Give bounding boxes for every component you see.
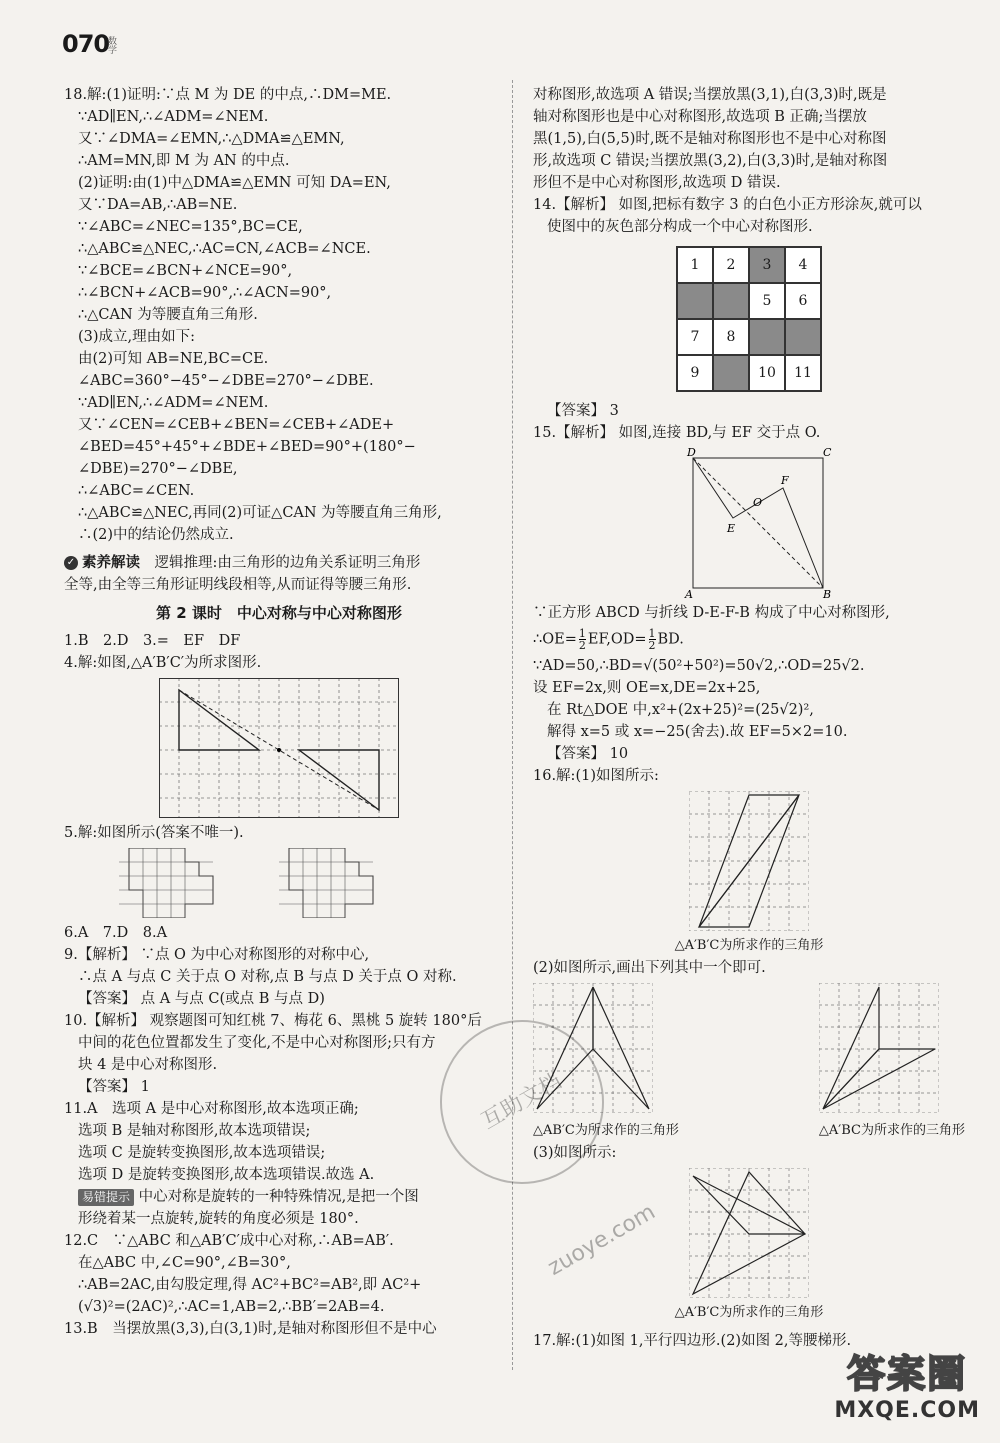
q15-line-3 (533, 628, 965, 651)
q9-answer: 【答案】 点 A 与点 C(或点 B 与点 D) (78, 991, 325, 1007)
q4-figure (159, 678, 399, 818)
q10-answer: 【答案】 1 (78, 1079, 150, 1095)
q15-line-7: 解得 x=5 或 x=−25(舍去).故 EF=5×2=10. (547, 724, 848, 740)
q13-line: 轴对称图形也是中心对称图形,故选项 B 正确;当摆放 (533, 109, 867, 125)
caption-16-1: △A′B′C为所求作的三角形 (674, 938, 824, 953)
grid-cell: 5 (749, 283, 785, 319)
q16-figure-2b (819, 983, 939, 1113)
q15-text-c: BD. (657, 631, 684, 648)
q18-line: ∵∠BCE=∠BCN+∠NCE=90°, (78, 263, 293, 279)
q16-part-3: (3)如图所示: (533, 1145, 617, 1161)
svg-text:A: A (685, 588, 693, 598)
q11-line-3: 选项 C 是旋转变换图形,故本选项错误; (78, 1145, 326, 1161)
question-12: 12.C ∵△ABC 和△AB′C′成中心对称,∴AB=AB′. (64, 1233, 394, 1249)
tip-text-2: 形绕着某一点旋转,旋转的角度必须是 180°. (78, 1211, 359, 1227)
tip-text-1: 中心对称是旋转的一种特殊情况,是把一个图 (138, 1189, 419, 1205)
q13-line: 黑(1,5),白(5,5)时,既不是轴对称图形也不是中心对称图 (533, 131, 887, 147)
q18-line: ∴△ABC≌△NEC,再同(2)可证△CAN 为等腰直角三角形, (78, 505, 442, 521)
q13-line: 对称图形,故选项 A 错误;当摆放黑(3,1),白(3,3)时,既是 (533, 87, 887, 103)
right-column (533, 84, 965, 1352)
fraction-half (579, 628, 586, 651)
check-icon: ✓ (64, 556, 78, 570)
grid-cell: 3 (749, 247, 785, 283)
q16-part-2: (2)如图所示,画出下列其中一个即可. (533, 960, 766, 976)
frac-num-2: 1 (648, 627, 656, 640)
fraction-half-2 (649, 628, 656, 651)
grid-cell: 11 (785, 355, 821, 391)
q16-figure-3 (689, 1168, 809, 1298)
q14-answer: 【答案】 3 (547, 403, 619, 419)
grid-cell: 4 (785, 247, 821, 283)
q18-line: ∴(2)中的结论仍然成立. (78, 527, 234, 543)
question-17: 17.解:(1)如图 1,平行四边形.(2)如图 2,等腰梯形. (533, 1333, 852, 1349)
question-10: 10.【解析】 观察题图可知红桃 7、梅花 6、黑桃 5 旋转 180°后 (64, 1013, 482, 1029)
q18-line: ∴∠ABC=∠CEN. (78, 483, 195, 499)
grid-cell: 6 (785, 283, 821, 319)
grid-cell (713, 355, 749, 391)
q10-line-3: 块 4 是中心对称图形. (78, 1057, 218, 1073)
q13-line: 形,故选项 C 错误;当摆放黑(3,2),白(3,3)时,是轴对称图 (533, 153, 888, 169)
tip-label: 易错提示 (78, 1189, 134, 1206)
question-16: 16.解:(1)如图所示: (533, 768, 659, 784)
question-18 (64, 84, 494, 546)
svg-text:E: E (727, 522, 736, 535)
q18-line: ∴△CAN 为等腰直角三角形. (78, 307, 258, 323)
caption-16-2a: △AB′C为所求作的三角形 (533, 1123, 679, 1138)
q18-line: 18.解:(1)证明:∵点 M 为 DE 的中点,∴DM=ME. (64, 87, 392, 103)
question-13-continued (533, 84, 965, 194)
q15-answer: 【答案】 10 (547, 746, 629, 762)
q16-figure-1 (689, 791, 809, 931)
grid-cell: 9 (677, 355, 713, 391)
q16-figure-2b-wrap (819, 983, 965, 1142)
literacy-label: 素养解读 (82, 555, 140, 571)
q18-line: ∴AM=MN,即 M 为 AN 的中点. (78, 153, 290, 169)
q18-line: ∵AD∥EN,∴∠ADM=∠NEM. (78, 395, 269, 411)
q15-line-4: ∵AD=50,∴BD=√(50²+50²)=50√2,∴OD=25√2. (533, 658, 865, 674)
grid-cell: 1 (677, 247, 713, 283)
answers-6-8: 6.A 7.D 8.A (64, 925, 168, 941)
q12-line-3: ∴AB=2AC,由勾股定理,得 AC²+BC²=AB²,即 AC²+ (78, 1277, 422, 1293)
q18-line: ∠ABC=360°−45°−∠DBE=270°−∠DBE. (78, 373, 374, 389)
svg-text:C: C (823, 448, 832, 459)
literacy-text-2: 全等,由全等三角形证明线段相等,从而证得等腰三角形. (64, 577, 412, 593)
q15-text-b: EF,OD= (587, 631, 647, 648)
page-number: 070 (62, 30, 110, 58)
q5-figure (119, 848, 439, 918)
answers-1-3: 1.B 2.D 3.= EF DF (64, 633, 241, 649)
grid-cell: 2 (713, 247, 749, 283)
watermark-stamp: 互助文档 zuoye.com (410, 990, 634, 1214)
logo-text: 答案圈 (847, 1352, 968, 1396)
grid-cell: 8 (713, 319, 749, 355)
frac-num: 1 (578, 627, 586, 640)
q13-line: 形但不是中心对称图形,故选项 D 错误. (533, 175, 781, 191)
q14-line-2: 使图中的灰色部分构成一个中心对称图形. (547, 219, 813, 235)
q15-line-2: ∵正方形 ABCD 与折线 D-E-F-B 构成了中心对称图形, (533, 605, 890, 621)
grid-cell (713, 283, 749, 319)
caption-16-2b: △A′BC为所求作的三角形 (818, 1123, 965, 1138)
q18-line: 又∵∠CEN=∠CEB+∠BEN=∠CEB+∠ADE+ (78, 417, 395, 433)
page-subject: 数学 (108, 37, 118, 56)
q18-line: ∠BED=45°+45°+∠BDE+∠BED=90°+(180°− (78, 439, 416, 455)
q18-line: ∴∠BCN+∠ACB=90°,∴∠ACN=90°, (78, 285, 332, 301)
q18-line: ∴△ABC≌△NEC,∴AC=CN,∠ACB=∠NCE. (78, 241, 371, 257)
svg-text:D: D (687, 448, 696, 459)
tip-box (64, 1186, 494, 1208)
q18-line: ∵AD∥EN,∴∠ADM=∠NEM. (78, 109, 269, 125)
q18-line: (2)证明:由(1)中△DMA≌△EMN 可知 DA=EN, (78, 175, 391, 191)
logo-url: MXQE.COM (834, 1398, 980, 1423)
section-title: 第 2 课时 中心对称与中心对称图形 (156, 604, 402, 622)
q15-line-6: 在 Rt△DOE 中,x²+(2x+25)²=(25√2)², (547, 702, 814, 718)
q12-line-4: (√3)²=(2AC)²,∴AC=1,AB=2,∴BB′=2AB=4. (78, 1299, 385, 1315)
q11-line-2: 选项 B 是轴对称图形,故本选项错误; (78, 1123, 311, 1139)
literacy-text: 逻辑推理:由三角形的边角关系证明三角形 (154, 555, 421, 571)
q18-line: 又∵DA=AB,∴AB=NE. (78, 197, 238, 213)
svg-text:O: O (753, 496, 763, 509)
frac-den: 2 (578, 639, 586, 652)
grid-cell (677, 283, 713, 319)
site-logo (834, 1343, 980, 1423)
grid-cell (785, 319, 821, 355)
grid-cell (749, 319, 785, 355)
q18-line: 又∵∠DMA=∠EMN,∴△DMA≌△EMN, (78, 131, 345, 147)
svg-text:F: F (781, 474, 789, 487)
q18-line: (3)成立,理由如下: (78, 329, 196, 345)
grid-cell: 10 (749, 355, 785, 391)
q18-line: 由(2)可知 AB=NE,BC=CE. (78, 351, 269, 367)
caption-16-3: △A′B′C为所求作的三角形 (674, 1305, 824, 1320)
q12-line-2: 在△ABC 中,∠C=90°,∠B=30°, (78, 1255, 291, 1271)
q11-line-4: 选项 D 是旋转变换图形,故本选项错误.故选 A. (78, 1167, 375, 1183)
question-4: 4.解:如图,△A′B′C′为所求图形. (64, 655, 262, 671)
grid-cell: 7 (677, 319, 713, 355)
question-11: 11.A 选项 A 是中心对称图形,故本选项正确; (64, 1101, 359, 1117)
question-15: 15.【解析】 如图,连接 BD,与 EF 交于点 O. (533, 425, 821, 441)
question-13: 13.B 当摆放黑(3,3),白(3,1)时,是轴对称图形但不是中心 (64, 1321, 437, 1337)
literacy-note (64, 552, 494, 574)
left-column (64, 84, 494, 1340)
frac-den-2: 2 (648, 639, 656, 652)
svg-text:B: B (823, 588, 832, 598)
q18-line: ∵∠ABC=∠NEC=135°,BC=CE, (78, 219, 303, 235)
question-14: 14.【解析】 如图,把标有数字 3 的白色小正方形涂灰,就可以 (533, 197, 922, 213)
question-9: 9.【解析】 ∵点 O 为中心对称图形的对称中心, (64, 947, 370, 963)
question-5: 5.解:如图所示(答案不唯一). (64, 825, 244, 841)
q15-text-a: ∴OE= (533, 631, 577, 648)
q14-number-grid (676, 246, 822, 392)
q9-line-2: ∴点 A 与点 C 关于点 O 对称,点 B 与点 D 关于点 O 对称. (78, 969, 457, 985)
q15-line-5: 设 EF=2x,则 OE=x,DE=2x+25, (533, 680, 761, 696)
q10-line-2: 中间的花色位置都发生了变化,不是中心对称图形;只有方 (78, 1035, 436, 1051)
q18-line: ∠DBE)=270°−∠DBE, (78, 461, 238, 477)
q15-square-figure (683, 448, 833, 598)
